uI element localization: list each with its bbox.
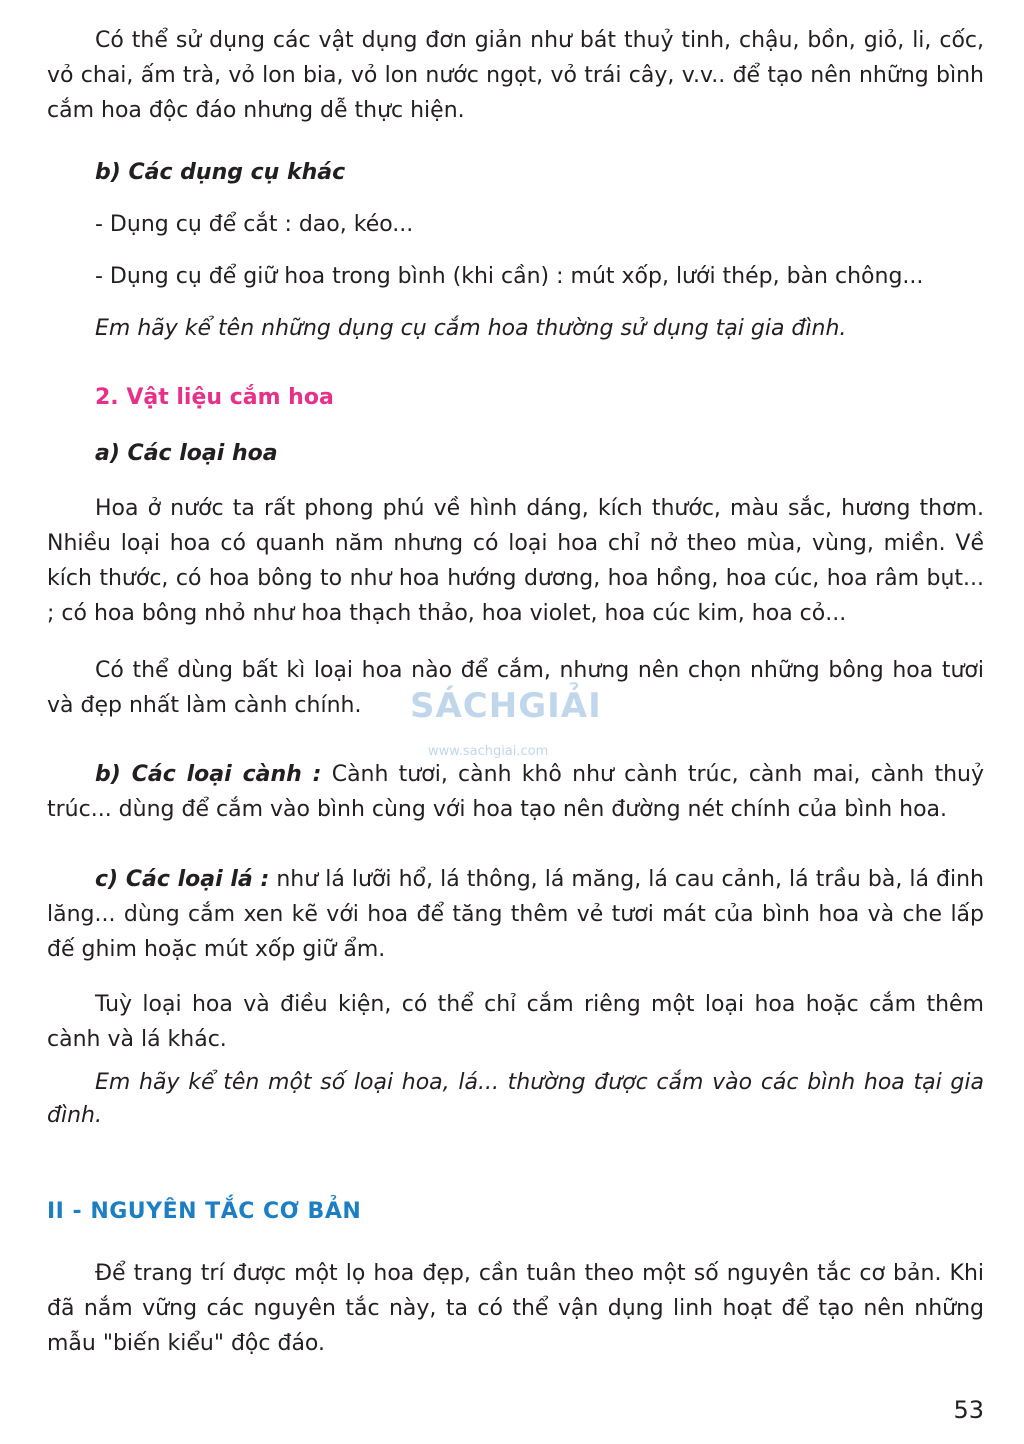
principles-heading: II - NGUYÊN TẮC CƠ BẢN [47, 1199, 362, 1224]
principles-paragraph: Để trang trí được một lọ hoa đẹp, cần tuân theo một số nguyên tắc cơ bản. Khi đã nắm vững các nguyên tắc này, ta có thể vận dụng linh hoạt để tạo nên những mẫu "biến kiểu" độc đáo. [47, 1261, 984, 1356]
tools-question: Em hãy kể tên những dụng cụ cắm hoa thường sử dụng tại gia đình. [95, 316, 847, 341]
flowers-subheading: a) Các loại hoa [95, 441, 278, 466]
page-number: 53 [953, 1396, 984, 1424]
watermark-text: SÁCHGIẢI [410, 686, 602, 726]
other-tools-subheading: b) Các dụng cụ khác [95, 160, 346, 185]
flowers-paragraph: Hoa ở nước ta rất phong phú về hình dáng, kích thước, màu sắc, hương thơm. Nhiều loại hoa có quanh năm nhưng có loại hoa chỉ nở theo mùa, vùng, miền. Về kích thước, có hoa bông to như hoa hướng dương, hoa hồng, hoa cúc, hoa râm bụt... ; có hoa bông nhỏ như hoa thạch thảo, hoa violet, hoa cúc kim, hoa cỏ... [47, 496, 984, 626]
leaves-paragraph [47, 862, 984, 967]
materials-heading: 2. Vật liệu cắm hoa [95, 385, 334, 410]
leaves-text: như lá lưỡi hổ, lá thông, lá măng, lá cau cảnh, lá trầu bà, lá đinh lăng... dùng cắm xen kẽ với hoa để tăng thêm vẻ tươi mát của bình hoa và che lấp đế ghim hoặc mút xốp giữ ẩm. [47, 867, 985, 962]
branches-text: Cành tươi, cành khô như cành trúc, cành mai, cành thuỷ trúc... dùng để cắm vào bình cùng với hoa tạo nên đường nét chính của bình hoa. [47, 762, 984, 822]
flowers-question: Em hãy kể tên một số loại hoa, lá... thường được cắm vào các bình hoa tại gia đình. [47, 1070, 984, 1128]
watermark-url: www.sachgiai.com [428, 744, 549, 759]
flowers-choose-paragraph: Có thể dùng bất kì loại hoa nào để cắm, nhưng nên chọn những bông hoa tươi và đẹp nhất làm cành chính. [47, 658, 984, 718]
depending-paragraph: Tuỳ loại hoa và điều kiện, có thể chỉ cắm riêng một loại hoa hoặc cắm thêm cành và lá khác. [47, 992, 984, 1052]
branches-paragraph [47, 757, 984, 827]
leaves-label: c) Các loại lá : [95, 867, 270, 892]
intro-paragraph: Có thể sử dụng các vật dụng đơn giản như bát thuỷ tinh, chậu, bồn, giỏ, li, cốc, vỏ chai, ấm trà, vỏ lon bia, vỏ lon nước ngọt, vỏ trái cây, v.v.. để tạo nên những bình cắm hoa độc đáo nhưng dễ thực hiện. [47, 28, 984, 123]
tool-line-holding: - Dụng cụ để giữ hoa trong bình (khi cần) : mút xốp, lưới thép, bàn chông... [95, 264, 924, 289]
tool-line-cutting: - Dụng cụ để cắt : dao, kéo... [95, 212, 414, 237]
branches-label: b) Các loại cành : [95, 762, 322, 787]
